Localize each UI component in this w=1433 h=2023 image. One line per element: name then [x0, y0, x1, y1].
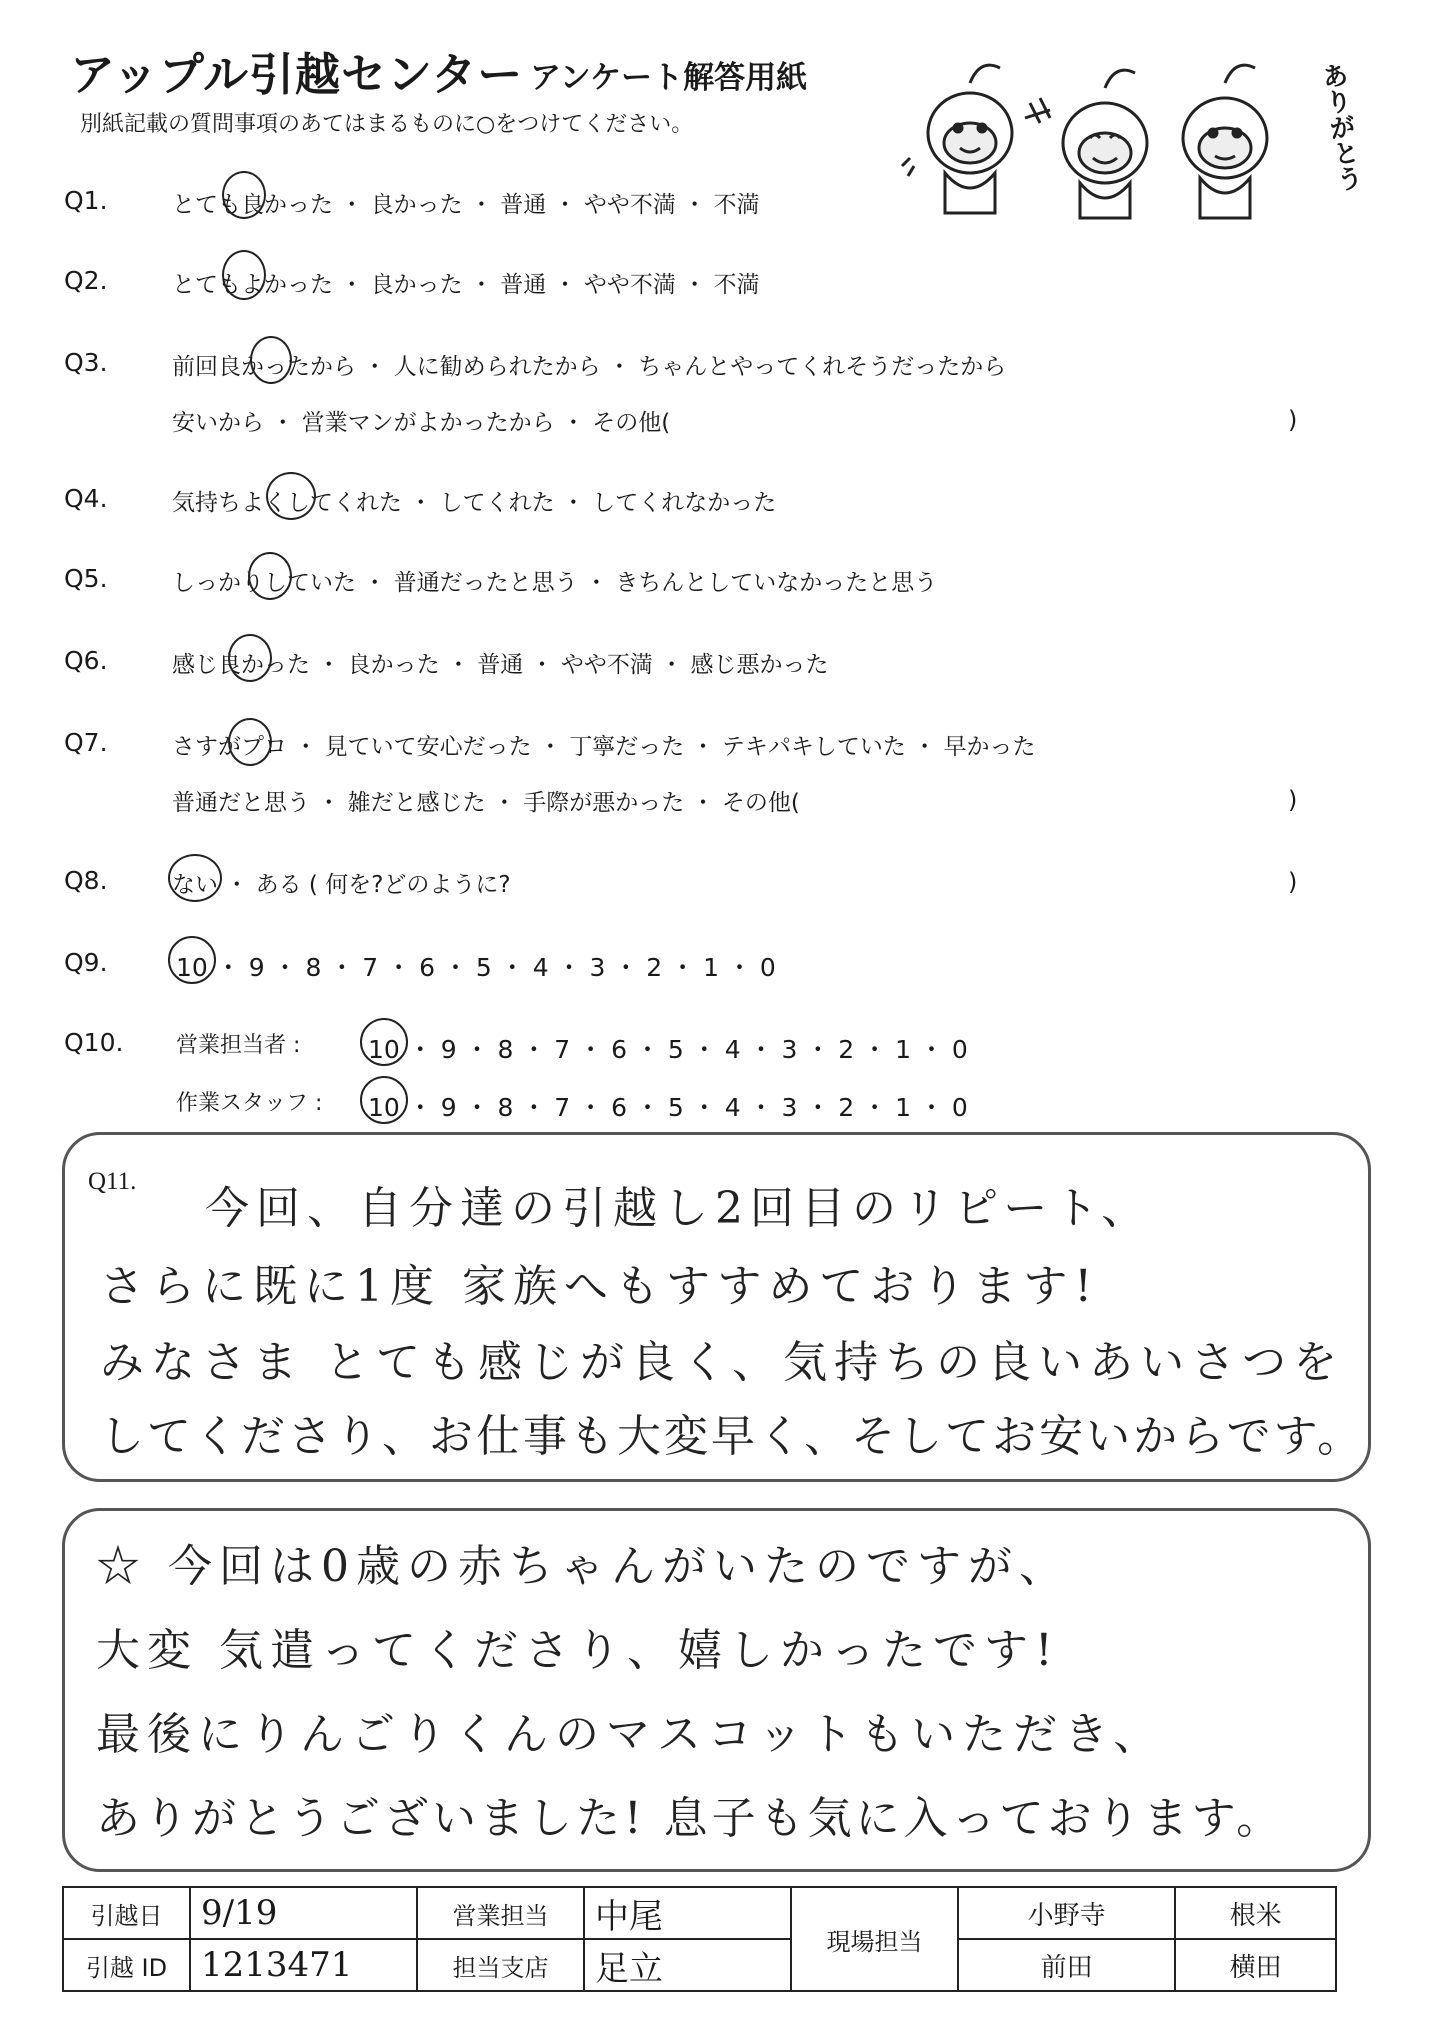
q2-label: Q2.: [64, 266, 108, 295]
q11-comment-line-3: みなさま とても感じが良く、気持ちの良いあいさつを: [100, 1337, 1345, 1388]
instructions: 別紙記載の質問事項のあてはまるものに○をつけてください。: [80, 112, 694, 137]
form-title: アップル引越センター: [70, 48, 524, 101]
note-line-4: ありがとうございました! 息子も気に入っております。: [96, 1793, 1285, 1844]
q2-selection-circle: [222, 250, 266, 300]
q3-close-paren: ): [1288, 406, 1298, 434]
q4-options: 気持ちよくしてくれた ・ してくれた ・ してくれなかった: [172, 490, 777, 516]
q10-label: Q10.: [64, 1028, 124, 1057]
note-line-2: 大変 気遣ってくださり、嬉しかったです!: [96, 1625, 1060, 1676]
thanks-text: ありがとう: [1316, 60, 1364, 194]
form-subtitle: アンケート解答用紙: [530, 60, 808, 96]
q11-comment-line-4: してくださり、お仕事も大変早く、そしてお安いからです。: [100, 1411, 1365, 1462]
site-staff-2: 根米: [1175, 1887, 1336, 1939]
q10-sales-label: 営業担当者 :: [176, 1033, 301, 1058]
q6-selection-circle: [228, 634, 272, 682]
branch-value: 足立: [584, 1939, 791, 1991]
sales-rep-value: 中尾: [584, 1887, 791, 1939]
q11-label: Q11.: [88, 1168, 137, 1195]
branch-label: 担当支店: [417, 1939, 584, 1991]
q7-options-line1: さすがプロ ・ 見ていて安心だった ・ 丁寧だった ・ テキパキしていた ・ 早かった: [172, 734, 1036, 760]
site-staff-3: 前田: [958, 1939, 1175, 1991]
q1-options: とても良かった ・ 良かった ・ 普通 ・ やや不満 ・ 不満: [172, 192, 760, 218]
q10-staff-selection-circle: [360, 1076, 408, 1124]
q3-selection-circle: [250, 336, 292, 384]
q6-label: Q6.: [64, 646, 108, 675]
site-staff-4: 横田: [1175, 1939, 1336, 1991]
q10-staff-label: 作業スタッフ :: [176, 1091, 323, 1116]
q9-scale: 10 ・ 9 ・ 8 ・ 7 ・ 6 ・ 5 ・ 4 ・ 3 ・ 2 ・ 1 ・ 0: [176, 953, 776, 982]
q11-comment-line-2: さらに既に1度 家族へもすすめております!: [100, 1261, 1100, 1312]
q1-label: Q1.: [64, 186, 108, 215]
q10-staff-scale: 10 ・ 9 ・ 8 ・ 7 ・ 6 ・ 5 ・ 4 ・ 3 ・ 2 ・ 1 ・ 0: [368, 1093, 968, 1122]
q6-options: 感じ良かった ・ 良かった ・ 普通 ・ やや不満 ・ 感じ悪かった: [172, 652, 829, 678]
q1-selection-circle: [222, 171, 266, 219]
move-info-table: [62, 1886, 1337, 1992]
q7-label: Q7.: [64, 728, 108, 757]
q8-options: ない ・ ある ( 何を?どのように?: [172, 872, 511, 898]
q9-label: Q9.: [64, 948, 108, 977]
move-id-label: 引越 ID: [63, 1939, 190, 1991]
move-date-value: 9/19: [190, 1887, 417, 1939]
site-staff-label: 現場担当: [791, 1887, 958, 1991]
q3-label: Q3.: [64, 348, 108, 377]
q4-label: Q4.: [64, 484, 108, 513]
q3-options-line2: 安いから ・ 営業マンがよかったから ・ その他(: [172, 410, 671, 436]
q4-selection-circle: [266, 472, 316, 520]
q5-selection-circle: [248, 552, 292, 600]
q9-selection-circle: [168, 936, 216, 984]
q8-close-paren: ): [1288, 868, 1298, 896]
note-line-1: ☆ 今回は0歳の赤ちゃんがいたのですが、: [96, 1541, 1070, 1592]
q8-selection-circle: [168, 854, 222, 902]
q10-sales-scale: 10 ・ 9 ・ 8 ・ 7 ・ 6 ・ 5 ・ 4 ・ 3 ・ 2 ・ 1 ・ 0: [368, 1035, 968, 1064]
mascot-illustration: [900, 48, 1340, 242]
q7-options-line2: 普通だと思う ・ 雑だと感じた ・ 手際が悪かった ・ その他(: [172, 790, 800, 816]
q10-sales-selection-circle: [360, 1018, 408, 1066]
q11-comment-line-1: 今回、自分達の引越し2回目のリピート、: [205, 1183, 1153, 1234]
move-date-label: 引越日: [63, 1887, 190, 1939]
q5-label: Q5.: [64, 564, 108, 593]
q3-options-line1: 前回良かったから ・ 人に勧められたから ・ ちゃんとやってくれそうだったから: [172, 354, 1007, 380]
q7-selection-circle: [228, 718, 272, 766]
q2-options: とてもよかった ・ 良かった ・ 普通 ・ やや不満 ・ 不満: [172, 272, 760, 298]
site-staff-1: 小野寺: [958, 1887, 1175, 1939]
sales-rep-label: 営業担当: [417, 1887, 584, 1939]
move-id-value: 1213471: [190, 1939, 417, 1991]
q5-options: しっかりしていた ・ 普通だったと思う ・ きちんとしていなかったと思う: [172, 570, 938, 596]
q8-label: Q8.: [64, 866, 108, 895]
q7-close-paren: ): [1288, 786, 1298, 814]
note-line-3: 最後にりんごりくんのマスコットもいただき、: [96, 1709, 1165, 1760]
